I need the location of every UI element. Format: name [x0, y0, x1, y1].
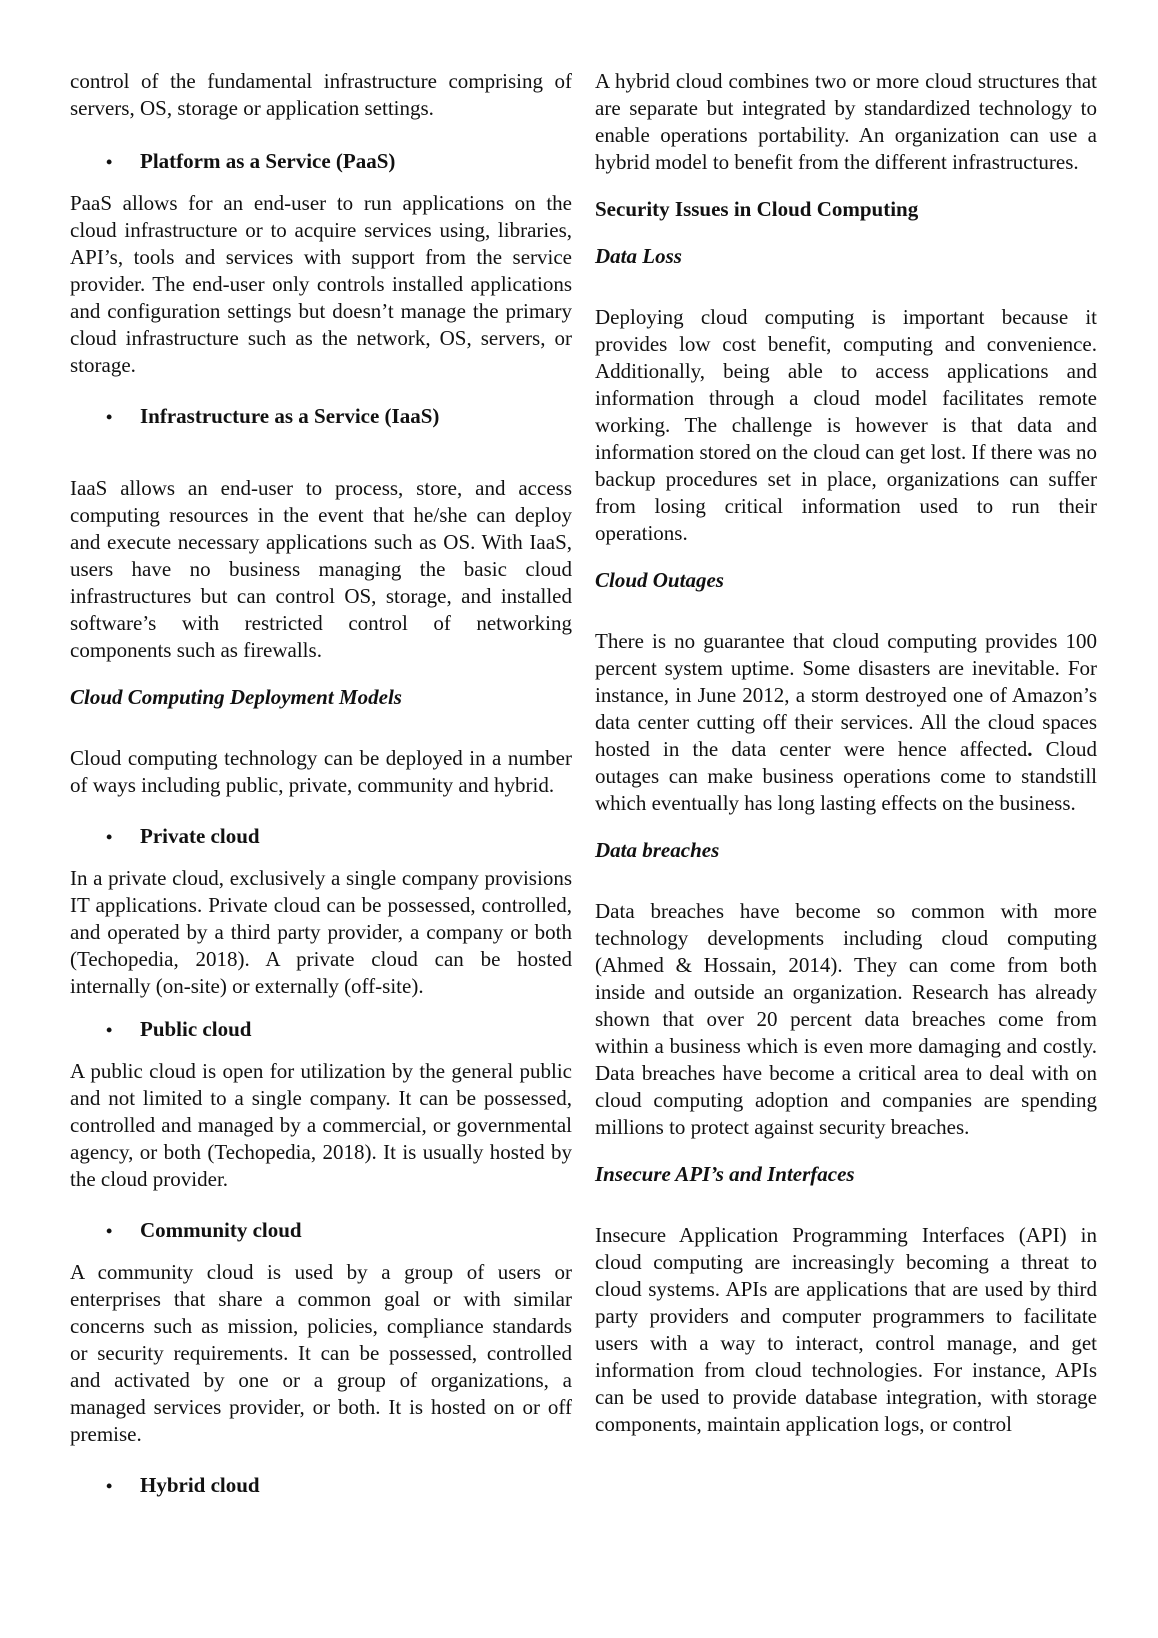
private-cloud-bullet-heading: [70, 823, 572, 851]
left-column: [70, 68, 572, 1500]
bullet-icon: •: [106, 1476, 113, 1496]
data-loss-paragraph: Deploying cloud computing is important because it provides low cost benefit, computing and convenience. Additionally, being able to access applications and information through a cloud model facilitates remote working. The challenge is however is that data and information stored on the cloud can get lost. If there was no backup procedures set in place, organizations can suffer from losing critical information used to run their operations.: [595, 305, 1097, 545]
hybrid-cloud-heading-text: Hybrid cloud: [140, 1473, 260, 1497]
private-cloud-heading-text: Private cloud: [140, 824, 260, 848]
bullet-icon: •: [106, 1221, 113, 1241]
cloud-outages-text-b: Cloud outages can make business operations come to standstill which eventually has long lasting effects on the business.: [595, 737, 1097, 815]
deployment-models-paragraph: Cloud computing technology can be deployed in a number of ways including public, private, community and hybrid.: [70, 746, 572, 797]
community-cloud-paragraph: A community cloud is used by a group of users or enterprises that share a common goal or with similar concerns such as mission, policies, compliance standards or security requirements. It can be possessed, controlled and activated by one or a group of organizations, a managed services provider, or both. It is hosted on or off premise.: [70, 1260, 572, 1446]
cloud-outages-text-a: There is no guarantee that cloud computing provides 100 percent system uptime. Some disasters are inevitable. For instance, in June 2012, a storm destroyed one of Amazon’s data center cutting off their services. All the cloud spaces hosted in the data center were hence affected: [595, 629, 1097, 761]
bullet-icon: •: [106, 1020, 113, 1040]
bullet-icon: •: [106, 407, 113, 427]
data-breaches-paragraph: Data breaches have become so common with more technology developments including cloud computing (Ahmed & Hossain, 2014). They can come from both inside and outside an organization. Research has already shown that over 20 percent data breaches come from within a business which is even more damaging and costly. Data breaches have become a critical area to deal with on cloud computing adoption and companies are spending millions to protect against security breaches.: [595, 899, 1097, 1139]
community-cloud-heading-text: Community cloud: [140, 1218, 302, 1242]
iaas-bullet-heading: [70, 403, 572, 431]
public-cloud-paragraph: A public cloud is open for utilization by the general public and not limited to a single company. It can be possessed, controlled and managed by a commercial, or governmental agency, or both (Techopedia, 2018). It is usually hosted by the cloud provider.: [70, 1059, 572, 1191]
data-breaches-heading: Data breaches: [595, 838, 720, 862]
right-column: [595, 68, 1097, 1438]
private-cloud-paragraph: In a private cloud, exclusively a single company provisions IT applications. Private cloud can be possessed, controlled, and operated by a third party provider, a company or both (Techopedia, 2018). A private cloud can be hosted internally (on-site) or externally (off-site).: [70, 866, 572, 998]
security-issues-heading: Security Issues in Cloud Computing: [595, 197, 919, 221]
hybrid-cloud-bullet-heading: [70, 1472, 572, 1500]
insecure-apis-paragraph: Insecure Application Programming Interfaces (API) in cloud computing are increasingly becoming a threat to cloud systems. APIs are applications that are used by third party providers and computer programmers to facilitate users with a way to interact, control manage, and get information from cloud technologies. For instance, APIs can be used to provide database integration, with storage components, maintain application logs, or control: [595, 1223, 1097, 1436]
bullet-icon: •: [106, 152, 113, 172]
iaas-heading-text: Infrastructure as a Service (IaaS): [140, 404, 440, 428]
public-cloud-heading-text: Public cloud: [140, 1017, 252, 1041]
paas-heading-text: Platform as a Service (PaaS): [140, 149, 396, 173]
insecure-apis-heading: Insecure API’s and Interfaces: [595, 1162, 855, 1186]
hybrid-cloud-paragraph: A hybrid cloud combines two or more cloud structures that are separate but integrated by standardized technology to enable operations portability. An organization can use a hybrid model to benefit from the different infrastructures.: [595, 69, 1097, 174]
cloud-outages-heading: Cloud Outages: [595, 568, 724, 592]
deployment-models-heading: Cloud Computing Deployment Models: [70, 685, 402, 709]
paas-bullet-heading: [70, 148, 572, 176]
data-loss-heading: Data Loss: [595, 244, 682, 268]
cloud-outages-bold-period: .: [1027, 737, 1033, 761]
intro-paragraph: control of the fundamental infrastructure comprising of servers, OS, storage or application settings.: [70, 69, 572, 120]
public-cloud-bullet-heading: [70, 1016, 572, 1044]
iaas-paragraph: IaaS allows an end-user to process, store, and access computing resources in the event that he/she can deploy and execute necessary applications such as OS. With IaaS, users have no business managing the basic cloud infrastructures but can control OS, storage, and installed software’s with restricted control of networking components such as firewalls.: [70, 476, 572, 662]
community-cloud-bullet-heading: [70, 1217, 572, 1245]
cloud-outages-paragraph: [595, 628, 1097, 817]
bullet-icon: •: [106, 827, 113, 847]
paas-paragraph: PaaS allows for an end-user to run applications on the cloud infrastructure or to acquire services using, libraries, API’s, tools and services with support from the service provider. The end-user only controls installed applications and configuration settings but doesn’t manage the primary cloud infrastructure such as the network, OS, servers, or storage.: [70, 191, 572, 377]
